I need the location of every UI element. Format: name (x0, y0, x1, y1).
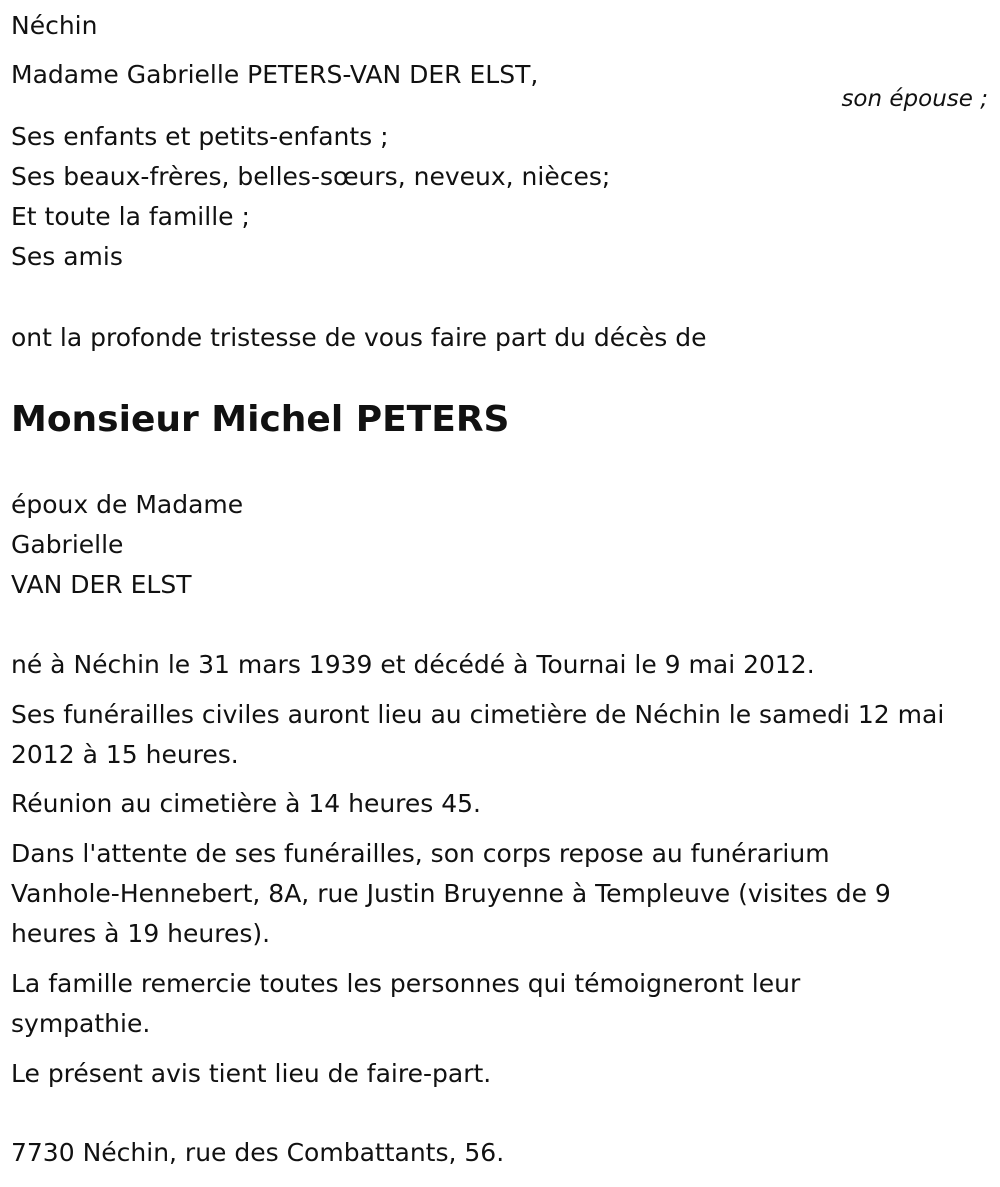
family-line-friends: Ses amis (11, 242, 123, 271)
spouse-role: son épouse ; (841, 86, 988, 112)
repose-line-2: Vanhole-Hennebert, 8A, rue Justin Bruyenne à Templeuve (visites de 9 (11, 879, 891, 908)
deceased-name: Monsieur Michel PETERS (11, 399, 510, 440)
funeral-line-2: 2012 à 15 heures. (11, 740, 239, 769)
repose-line-3: heures à 19 heures). (11, 919, 271, 948)
birth-death-text: né à Néchin le 31 mars 1939 et décédé à Tournai le 9 mai 2012. (11, 650, 815, 679)
announcement-text: ont la profonde tristesse de vous faire part du décès de (11, 323, 707, 352)
funeral-line-1: Ses funérailles civiles auront lieu au cimetière de Néchin le samedi 12 mai (11, 700, 945, 729)
repose-line-1: Dans l'attente de ses funérailles, son corps repose au funérarium (11, 839, 830, 868)
family-line-children: Ses enfants et petits-enfants ; (11, 122, 389, 151)
notice-text: Le présent avis tient lieu de faire-part. (11, 1059, 492, 1088)
spouse-line-1: époux de Madame (11, 490, 244, 519)
spouse-name: Madame Gabrielle PETERS-VAN DER ELST, (11, 60, 539, 89)
thanks-line-1: La famille remercie toutes les personnes qui témoigneront leur (11, 969, 801, 998)
address-text: 7730 Néchin, rue des Combattants, 56. (11, 1138, 505, 1167)
spouse-line-2: Gabrielle (11, 530, 124, 559)
spouse-line-3: VAN DER ELST (11, 570, 192, 599)
town-heading: Néchin (11, 11, 98, 40)
family-line-inlaws: Ses beaux-frères, belles-sœurs, neveux, nièces; (11, 162, 611, 191)
thanks-line-2: sympathie. (11, 1009, 151, 1038)
family-line-family: Et toute la famille ; (11, 202, 250, 231)
meeting-text: Réunion au cimetière à 14 heures 45. (11, 789, 482, 818)
